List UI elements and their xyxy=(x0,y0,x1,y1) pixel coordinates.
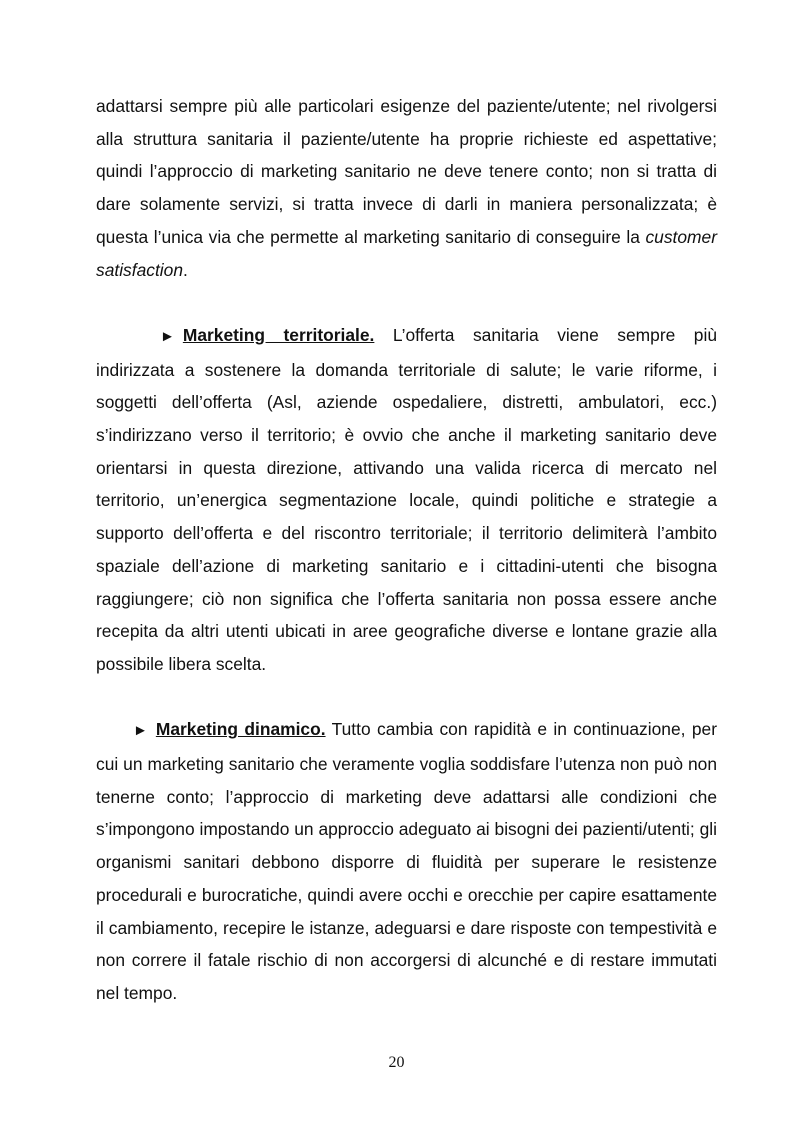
paragraph-text: adattarsi sempre più alle particolari esigenze del paziente/utente; nel rivolgersi alla struttura sanitaria il paziente/utente ha proprie richieste ed aspettative; quindi l’approccio di marketing sanitario ne deve tenere conto; non si tratta di dare solamente servizi, si tratta invece di darli in maniera personalizzata; è questa l’unica via che permette al marketing sanitario di conseguire la xyxy=(96,96,717,247)
paragraph-gap xyxy=(96,681,717,714)
paragraph-marketing-territoriale xyxy=(96,319,717,681)
heading-marketing-territoriale: Marketing territoriale. xyxy=(182,324,375,345)
paragraph-gap xyxy=(96,286,717,319)
emphasis-customer-satisfaction: customer satisfaction xyxy=(96,226,717,280)
paragraph-customer-satisfaction xyxy=(96,90,717,286)
paragraph-text: Tutto cambia con rapidità e in continuazione, per cui un marketing sanitario che veramente voglia soddisfare l’utenza non può non tenerne conto; l’approccio di marketing deve adattarsi alle condizioni che s’impongono impostando un approccio adeguato ai bisogni dei pazienti/utenti; gli organismi sanitari debbono disporre di fluidità per superare le resistenze procedurali e burocratiche, quindi avere occhi e orecchie per capire esattamente il cambiamento, recepire le istanze, adeguarsi e dare risposte con tempestività e non correre il fatale rischio di non accorgersi di alcunché e di restare immutati nel tempo. xyxy=(96,719,717,1003)
bullet-arrow-icon: ► xyxy=(133,722,148,740)
paragraph-marketing-dinamico xyxy=(96,713,717,1009)
heading-marketing-dinamico: Marketing dinamico. xyxy=(155,719,326,740)
paragraph-period: . xyxy=(183,259,188,280)
bullet-arrow-icon: ► xyxy=(160,327,175,345)
paragraph-text: L’offerta sanitaria viene sempre più indirizzata a sostenere la domanda territoriale di salute; le varie riforme, i soggetti dell’offerta (Asl, aziende ospedaliere, distretti, ambulatori, ecc.) s’indirizzano verso il territorio; è ovvio che anche il marketing sanitario deve orientarsi in questa direzione, attivando una valida ricerca di mercato nel territorio, un’energica segmentazione locale, quindi politiche e strategie a supporto dell’offerta e del riscontro territoriale; il territorio delimiterà l’ambito spaziale dell’azione di marketing sanitario e i cittadini-utenti che bisogna raggiungere; ciò non significa che l’offerta sanitaria non possa essere anche recepita da altri utenti ubicati in aree geografiche diverse e lontane grazie alla possibile libera scelta. xyxy=(96,324,717,674)
page-number: 20 xyxy=(388,1054,405,1071)
page-body xyxy=(96,90,717,1010)
